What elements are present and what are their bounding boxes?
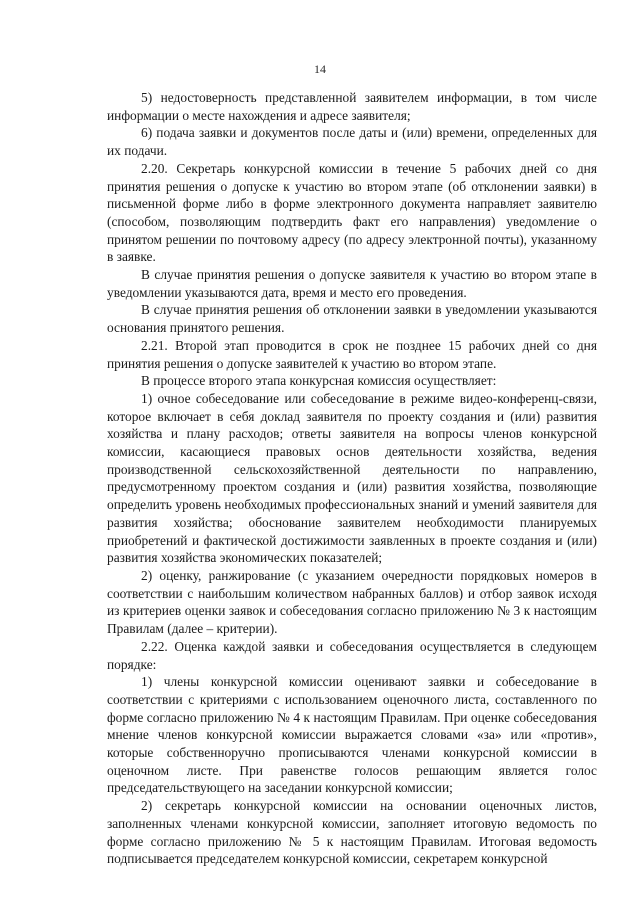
paragraph-secretary-statement: 2) секретарь конкурсной комиссии на основании оценочных листов, заполненных членами конкурсной комиссии, заполняет итоговую ведомость по форме согласно приложению № 5 к настоящим Правилам. Итоговая ведомость подписывается председателем конкурсной комиссии, секретарем конкурсной (107, 798, 597, 867)
paragraph-clause-2-21: 2.21. Второй этап проводится в срок не позднее 15 рабочих дней со дня принятия решения о допуске заявителей к участию во втором этапе. (107, 337, 597, 371)
paragraph-ranking: 2) оценку, ранжирование (с указанием очередности порядковых номеров в соответствии с наибольшим количеством набранных баллов) и отбор заявок исходя из критериев оценки заявок и собеседования согласно приложению № 3 к настоящим Правилам (далее – критерии). (107, 567, 597, 637)
paragraph-admission-notice: В случае принятия решения о допуске заявителя к участию во втором этапе в уведомлении указываются дата, время и место его проведения. (107, 267, 597, 300)
paragraph-rejection-notice: В случае принятия решения об отклонении заявки в уведомлении указываются основания принятого решения. (107, 302, 597, 336)
paragraph-interview: 1) очное собеседование или собеседование в режиме видео-конференц-связи, которое включает в себя доклад заявителя по проекту создания и (или) развития хозяйства и плану расходов; ответы заявителя на вопросы членов конкурсной комиссии, касающиеся правовых основ деятельности хозяйства, ведения производственной сельскохозяйственной деятельности по направлению, предусмотренному проектом создания и (или) развития хозяйства, позволяющие определить уровень необходимых профессиональных знаний и умений заявителя для развития хозяйства; обоснование заявителем необходимости планируемых приобретений и фактической достижимости заявленных в проекте создания и (или) развития хозяйства экономических показателей; (107, 390, 597, 566)
paragraph-second-stage-intro: В процессе второго этапа конкурсная комиссия осуществляет: (141, 373, 497, 389)
paragraph-clause-2-22: 2.22. Оценка каждой заявки и собеседования осуществляется в следующем порядке: (107, 638, 597, 672)
paragraph-item-5-unreliable-info: 5) недостоверность представленной заявителем информации, в том числе информации о месте нахождения и адресе заявителя; (107, 90, 597, 123)
page-number: 14 (314, 62, 326, 76)
paragraph-commission-evaluation: 1) члены конкурсной комиссии оценивают заявки и собеседование в соответствии с критериями с использованием оценочного листа, составленного по форме согласно приложению № 4 к настоящим Правилам. При оценке собеседования мнение членов конкурсной комиссии выражается словами «за» или «против», которые собственноручно прописываются членами конкурсной комиссии в оценочном листе. При равенстве голосов решающим является голос председательствующего на заседании конкурсной комиссии; (107, 674, 597, 796)
paragraph-clause-2-20: 2.20. Секретарь конкурсной комиссии в течение 5 рабочих дней со дня принятия решения о допуске к участию во втором этапе (об отклонении заявки) в письменной форме либо в форме электронного документа направляет заявителю (способом, позволяющим подтвердить факт его направления) уведомление о принятом решении по почтовому адресу (по адресу электронной почты), указанному в заявке. (107, 160, 597, 265)
paragraph-item-6-late-submission: 6) подача заявки и документов после даты и (или) времени, определенных для их подачи. (107, 125, 597, 159)
document-body (107, 89, 597, 868)
